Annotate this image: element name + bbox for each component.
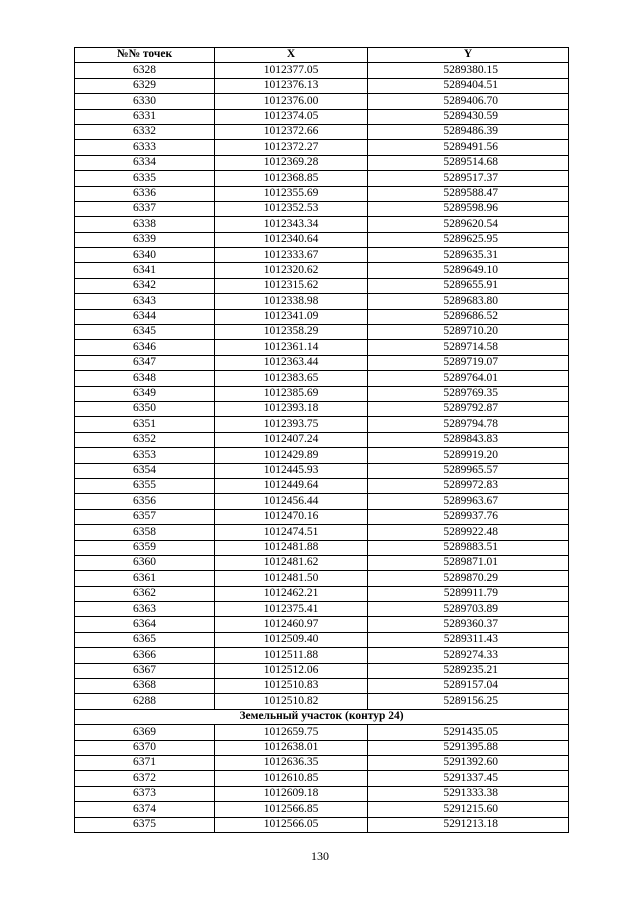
point-number-cell: 6364 (75, 617, 215, 632)
y-coordinate-cell: 5289686.52 (368, 309, 569, 324)
header-point-number: №№ точек (75, 48, 215, 63)
x-coordinate-cell: 1012512.06 (215, 663, 368, 678)
table-row (75, 771, 569, 786)
table-row (75, 463, 569, 478)
table-row (75, 401, 569, 416)
table-row (75, 201, 569, 216)
point-number-cell: 6370 (75, 740, 215, 755)
y-coordinate-cell: 5289235.21 (368, 663, 569, 678)
x-coordinate-cell: 1012338.98 (215, 294, 368, 309)
x-coordinate-cell: 1012376.00 (215, 94, 368, 109)
header-y: Y (368, 48, 569, 63)
y-coordinate-cell: 5289871.01 (368, 555, 569, 570)
table-row (75, 509, 569, 524)
point-number-cell: 6330 (75, 94, 215, 109)
point-number-cell: 6352 (75, 432, 215, 447)
x-coordinate-cell: 1012393.75 (215, 417, 368, 432)
x-coordinate-cell: 1012372.66 (215, 124, 368, 139)
point-number-cell: 6365 (75, 632, 215, 647)
x-coordinate-cell: 1012374.05 (215, 109, 368, 124)
table-row (75, 340, 569, 355)
x-coordinate-cell: 1012315.62 (215, 278, 368, 293)
table-row (75, 817, 569, 832)
y-coordinate-cell: 5289965.57 (368, 463, 569, 478)
x-coordinate-cell: 1012659.75 (215, 725, 368, 740)
x-coordinate-cell: 1012510.83 (215, 679, 368, 694)
table-row (75, 63, 569, 78)
point-number-cell: 6351 (75, 417, 215, 432)
table-row (75, 417, 569, 432)
table-row (75, 571, 569, 586)
table-row (75, 309, 569, 324)
point-number-cell: 6337 (75, 201, 215, 216)
x-coordinate-cell: 1012429.89 (215, 448, 368, 463)
table-row (75, 679, 569, 694)
x-coordinate-cell: 1012470.16 (215, 509, 368, 524)
x-coordinate-cell: 1012481.88 (215, 540, 368, 555)
table-row (75, 78, 569, 93)
point-number-cell: 6367 (75, 663, 215, 678)
table-row (75, 755, 569, 770)
table-row (75, 140, 569, 155)
y-coordinate-cell: 5289794.78 (368, 417, 569, 432)
point-number-cell: 6363 (75, 602, 215, 617)
y-coordinate-cell: 5291333.38 (368, 786, 569, 801)
point-number-cell: 6356 (75, 494, 215, 509)
x-coordinate-cell: 1012445.93 (215, 463, 368, 478)
y-coordinate-cell: 5289406.70 (368, 94, 569, 109)
table-row (75, 725, 569, 740)
point-number-cell: 6353 (75, 448, 215, 463)
point-number-cell: 6362 (75, 586, 215, 601)
point-number-cell: 6368 (75, 679, 215, 694)
x-coordinate-cell: 1012481.50 (215, 571, 368, 586)
x-coordinate-cell: 1012509.40 (215, 632, 368, 647)
y-coordinate-cell: 5289598.96 (368, 201, 569, 216)
y-coordinate-cell: 5289703.89 (368, 602, 569, 617)
y-coordinate-cell: 5289937.76 (368, 509, 569, 524)
point-number-cell: 6333 (75, 140, 215, 155)
x-coordinate-cell: 1012369.28 (215, 155, 368, 170)
y-coordinate-cell: 5289710.20 (368, 325, 569, 340)
table-row (75, 648, 569, 663)
table-row (75, 602, 569, 617)
point-number-cell: 6341 (75, 263, 215, 278)
x-coordinate-cell: 1012393.18 (215, 401, 368, 416)
y-coordinate-cell: 5289380.15 (368, 63, 569, 78)
table-body (75, 63, 569, 833)
table-row (75, 294, 569, 309)
table-row (75, 355, 569, 370)
x-coordinate-cell: 1012610.85 (215, 771, 368, 786)
table-row (75, 786, 569, 801)
table-row (75, 186, 569, 201)
x-coordinate-cell: 1012377.05 (215, 63, 368, 78)
point-number-cell: 6349 (75, 386, 215, 401)
x-coordinate-cell: 1012352.53 (215, 201, 368, 216)
y-coordinate-cell: 5289919.20 (368, 448, 569, 463)
point-number-cell: 6335 (75, 171, 215, 186)
table-row (75, 494, 569, 509)
x-coordinate-cell: 1012361.14 (215, 340, 368, 355)
point-number-cell: 6355 (75, 478, 215, 493)
y-coordinate-cell: 5289714.58 (368, 340, 569, 355)
header-x: X (215, 48, 368, 63)
x-coordinate-cell: 1012456.44 (215, 494, 368, 509)
y-coordinate-cell: 5289972.83 (368, 478, 569, 493)
table-row (75, 386, 569, 401)
y-coordinate-cell: 5289911.79 (368, 586, 569, 601)
y-coordinate-cell: 5289649.10 (368, 263, 569, 278)
table-row (75, 617, 569, 632)
y-coordinate-cell: 5289625.95 (368, 232, 569, 247)
y-coordinate-cell: 5289360.37 (368, 617, 569, 632)
y-coordinate-cell: 5289922.48 (368, 525, 569, 540)
table-row (75, 555, 569, 570)
table-row (75, 263, 569, 278)
point-number-cell: 6357 (75, 509, 215, 524)
table-header-row (75, 48, 569, 63)
point-number-cell: 6358 (75, 525, 215, 540)
x-coordinate-cell: 1012340.64 (215, 232, 368, 247)
table-row (75, 124, 569, 139)
point-number-cell: 6369 (75, 725, 215, 740)
section-title: Земельный участок (контур 24) (75, 709, 569, 724)
point-number-cell: 6348 (75, 371, 215, 386)
y-coordinate-cell: 5289430.59 (368, 109, 569, 124)
point-number-cell: 6366 (75, 648, 215, 663)
table-row (75, 432, 569, 447)
y-coordinate-cell: 5291215.60 (368, 802, 569, 817)
point-number-cell: 6328 (75, 63, 215, 78)
y-coordinate-cell: 5289274.33 (368, 648, 569, 663)
y-coordinate-cell: 5289156.25 (368, 694, 569, 709)
y-coordinate-cell: 5289311.43 (368, 632, 569, 647)
y-coordinate-cell: 5289620.54 (368, 217, 569, 232)
table-row (75, 232, 569, 247)
table-row (75, 109, 569, 124)
x-coordinate-cell: 1012510.82 (215, 694, 368, 709)
point-number-cell: 6340 (75, 248, 215, 263)
y-coordinate-cell: 5289843.83 (368, 432, 569, 447)
x-coordinate-cell: 1012638.01 (215, 740, 368, 755)
y-coordinate-cell: 5291392.60 (368, 755, 569, 770)
x-coordinate-cell: 1012460.97 (215, 617, 368, 632)
table-row (75, 478, 569, 493)
x-coordinate-cell: 1012566.85 (215, 802, 368, 817)
x-coordinate-cell: 1012376.13 (215, 78, 368, 93)
x-coordinate-cell: 1012343.34 (215, 217, 368, 232)
x-coordinate-cell: 1012449.64 (215, 478, 368, 493)
table-row (75, 217, 569, 232)
y-coordinate-cell: 5291213.18 (368, 817, 569, 832)
table-row (75, 540, 569, 555)
table-row (75, 94, 569, 109)
y-coordinate-cell: 5289486.39 (368, 124, 569, 139)
point-number-cell: 6372 (75, 771, 215, 786)
x-coordinate-cell: 1012462.21 (215, 586, 368, 601)
point-number-cell: 6332 (75, 124, 215, 139)
point-number-cell: 6329 (75, 78, 215, 93)
point-number-cell: 6361 (75, 571, 215, 586)
point-number-cell: 6373 (75, 786, 215, 801)
table-row (75, 525, 569, 540)
section-row (75, 709, 569, 724)
point-number-cell: 6344 (75, 309, 215, 324)
table-row (75, 155, 569, 170)
y-coordinate-cell: 5289764.01 (368, 371, 569, 386)
table-row (75, 802, 569, 817)
y-coordinate-cell: 5289683.80 (368, 294, 569, 309)
point-number-cell: 6359 (75, 540, 215, 555)
point-number-cell: 6371 (75, 755, 215, 770)
y-coordinate-cell: 5289635.31 (368, 248, 569, 263)
x-coordinate-cell: 1012511.88 (215, 648, 368, 663)
x-coordinate-cell: 1012355.69 (215, 186, 368, 201)
table-row (75, 448, 569, 463)
x-coordinate-cell: 1012375.41 (215, 602, 368, 617)
point-number-cell: 6345 (75, 325, 215, 340)
x-coordinate-cell: 1012341.09 (215, 309, 368, 324)
table-row (75, 248, 569, 263)
point-number-cell: 6360 (75, 555, 215, 570)
x-coordinate-cell: 1012474.51 (215, 525, 368, 540)
y-coordinate-cell: 5289157.04 (368, 679, 569, 694)
y-coordinate-cell: 5291395.88 (368, 740, 569, 755)
y-coordinate-cell: 5289517.37 (368, 171, 569, 186)
y-coordinate-cell: 5289883.51 (368, 540, 569, 555)
y-coordinate-cell: 5289404.51 (368, 78, 569, 93)
point-number-cell: 6346 (75, 340, 215, 355)
point-number-cell: 6375 (75, 817, 215, 832)
y-coordinate-cell: 5289491.56 (368, 140, 569, 155)
y-coordinate-cell: 5289655.91 (368, 278, 569, 293)
table-row (75, 694, 569, 709)
table-row (75, 171, 569, 186)
point-number-cell: 6331 (75, 109, 215, 124)
x-coordinate-cell: 1012368.85 (215, 171, 368, 186)
point-number-cell: 6334 (75, 155, 215, 170)
point-number-cell: 6374 (75, 802, 215, 817)
x-coordinate-cell: 1012383.65 (215, 371, 368, 386)
y-coordinate-cell: 5289963.67 (368, 494, 569, 509)
point-number-cell: 6339 (75, 232, 215, 247)
x-coordinate-cell: 1012358.29 (215, 325, 368, 340)
y-coordinate-cell: 5291337.45 (368, 771, 569, 786)
x-coordinate-cell: 1012385.69 (215, 386, 368, 401)
point-number-cell: 6347 (75, 355, 215, 370)
point-number-cell: 6336 (75, 186, 215, 201)
point-number-cell: 6338 (75, 217, 215, 232)
y-coordinate-cell: 5289792.87 (368, 401, 569, 416)
x-coordinate-cell: 1012333.67 (215, 248, 368, 263)
x-coordinate-cell: 1012407.24 (215, 432, 368, 447)
point-number-cell: 6343 (75, 294, 215, 309)
page-number: 130 (311, 849, 329, 863)
x-coordinate-cell: 1012481.62 (215, 555, 368, 570)
y-coordinate-cell: 5289870.29 (368, 571, 569, 586)
table-row (75, 663, 569, 678)
y-coordinate-cell: 5289514.68 (368, 155, 569, 170)
x-coordinate-cell: 1012372.27 (215, 140, 368, 155)
x-coordinate-cell: 1012320.62 (215, 263, 368, 278)
y-coordinate-cell: 5289769.35 (368, 386, 569, 401)
table-row (75, 325, 569, 340)
table-row (75, 278, 569, 293)
table-row (75, 586, 569, 601)
table-row (75, 371, 569, 386)
y-coordinate-cell: 5289719.07 (368, 355, 569, 370)
x-coordinate-cell: 1012363.44 (215, 355, 368, 370)
x-coordinate-cell: 1012566.05 (215, 817, 368, 832)
table-row (75, 740, 569, 755)
point-number-cell: 6354 (75, 463, 215, 478)
point-number-cell: 6350 (75, 401, 215, 416)
y-coordinate-cell: 5289588.47 (368, 186, 569, 201)
coordinates-table (74, 47, 569, 833)
point-number-cell: 6288 (75, 694, 215, 709)
table-row (75, 632, 569, 647)
x-coordinate-cell: 1012636.35 (215, 755, 368, 770)
point-number-cell: 6342 (75, 278, 215, 293)
y-coordinate-cell: 5291435.05 (368, 725, 569, 740)
x-coordinate-cell: 1012609.18 (215, 786, 368, 801)
